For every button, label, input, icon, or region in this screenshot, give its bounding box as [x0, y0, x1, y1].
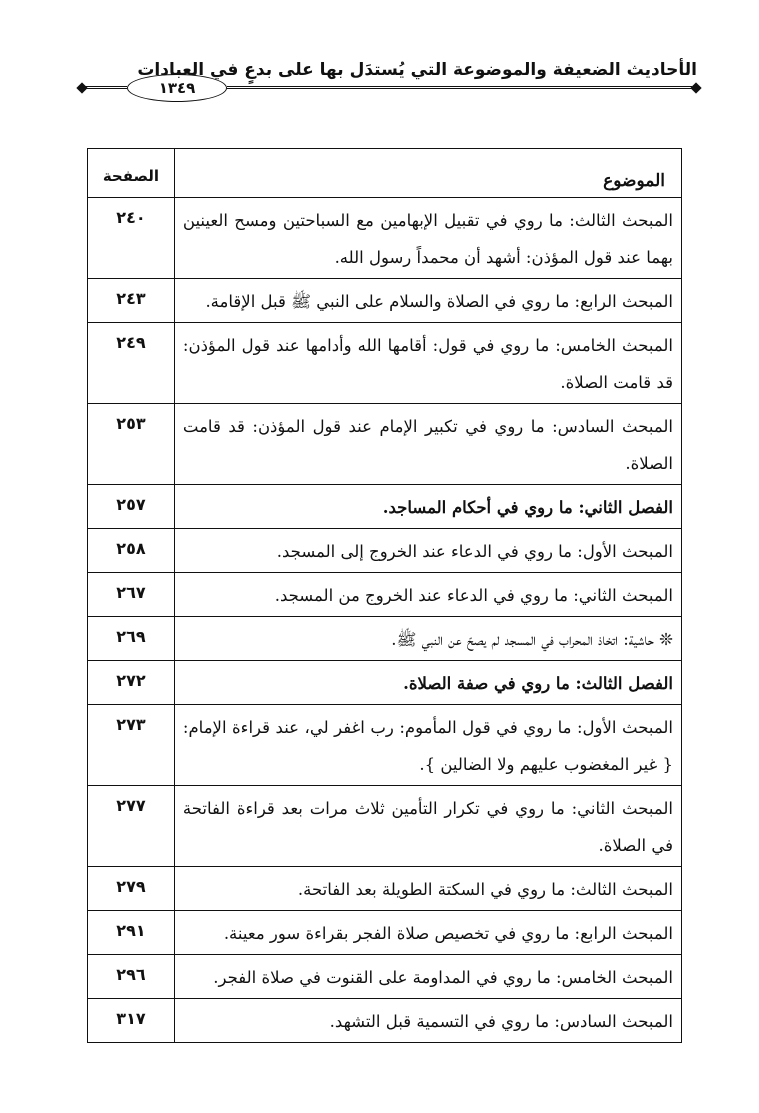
table-row — [88, 617, 682, 661]
row-subject: المبحث السادس: ما روي في التسمية قبل التشهد. — [174, 999, 681, 1043]
row-subject: المبحث الثالث: ما روي في تقبيل الإبهامين مع السباحتين ومسح العينين بهما عند قول المؤذن: أشهد أن محمداً رسول الله. — [174, 198, 681, 279]
ornament-diamond-right — [690, 82, 701, 93]
row-page: ٢٤٣ — [88, 279, 175, 323]
running-title: الأحاديث الضعيفة والموضوعة التي يُستدَل بها على بدعٍ في العبادات — [137, 60, 697, 80]
row-subject: المبحث الرابع: ما روي في الصلاة والسلام على النبي ﷺ قبل الإقامة. — [174, 279, 681, 323]
table-row — [88, 323, 682, 404]
row-page: ٢٧٣ — [88, 705, 175, 786]
row-page: ٢٥٨ — [88, 529, 175, 573]
table-header-row — [88, 149, 682, 198]
row-subject: المبحث الثالث: ما روي في السكتة الطويلة بعد الفاتحة. — [174, 867, 681, 911]
header-rule-right — [227, 86, 692, 89]
row-subject: المبحث الرابع: ما روي في تخصيص صلاة الفجر بقراءة سور معينة. — [174, 911, 681, 955]
header-rule-left — [85, 86, 127, 89]
row-subject: المبحث الأول: ما روي في الدعاء عند الخروج إلى المسجد. — [174, 529, 681, 573]
page-number: ١٣٤٩ — [127, 74, 227, 102]
row-subject: المبحث الخامس: ما روي في قول: أقامها الله وأدامها عند قول المؤذن: قد قامت الصلاة. — [174, 323, 681, 404]
row-page: ٢٧٢ — [88, 661, 175, 705]
table-row — [88, 198, 682, 279]
table-row — [88, 529, 682, 573]
row-page: ٢٦٩ — [88, 617, 175, 661]
table-row — [88, 705, 682, 786]
row-page: ٢٩١ — [88, 911, 175, 955]
row-page: ٢٥٧ — [88, 485, 175, 529]
row-page: ٣١٧ — [88, 999, 175, 1043]
contents-table — [87, 148, 682, 1043]
row-page: ٢٥٣ — [88, 404, 175, 485]
row-page: ٢٤٩ — [88, 323, 175, 404]
table-row — [88, 955, 682, 999]
row-page: ٢٧٧ — [88, 786, 175, 867]
column-header-page: الصفحة — [88, 149, 175, 198]
table-row-chapter — [88, 485, 682, 529]
row-page: ٢٧٩ — [88, 867, 175, 911]
table-row — [88, 573, 682, 617]
column-header-subject: الموضوع — [174, 149, 681, 198]
row-page: ٢٤٠ — [88, 198, 175, 279]
page-header — [0, 0, 759, 130]
table-row — [88, 911, 682, 955]
table-row — [88, 999, 682, 1043]
table-row-chapter — [88, 661, 682, 705]
row-subject: ❊ حاشية: اتخاذ المحراب في المسجد لم يصحّ عن النبي ﷺ. — [174, 617, 681, 661]
row-subject: المبحث الأول: ما روي في قول المأموم: رب اغفر لي، عند قراءة الإمام: { غير المغضوب عليهم ولا الضالين }. — [174, 705, 681, 786]
table-row — [88, 279, 682, 323]
table-row — [88, 404, 682, 485]
row-subject: المبحث الثاني: ما روي في الدعاء عند الخروج من المسجد. — [174, 573, 681, 617]
row-subject: المبحث السادس: ما روي في تكبير الإمام عند قول المؤذن: قد قامت الصلاة. — [174, 404, 681, 485]
row-subject: المبحث الخامس: ما روي في المداومة على القنوت في صلاة الفجر. — [174, 955, 681, 999]
table-row — [88, 786, 682, 867]
table-row — [88, 867, 682, 911]
row-subject: الفصل الثالث: ما روي في صفة الصلاة. — [174, 661, 681, 705]
row-page: ٢٦٧ — [88, 573, 175, 617]
row-subject: الفصل الثاني: ما روي في أحكام المساجد. — [174, 485, 681, 529]
row-page: ٢٩٦ — [88, 955, 175, 999]
row-subject: المبحث الثاني: ما روي في تكرار التأمين ثلاث مرات بعد قراءة الفاتحة في الصلاة. — [174, 786, 681, 867]
